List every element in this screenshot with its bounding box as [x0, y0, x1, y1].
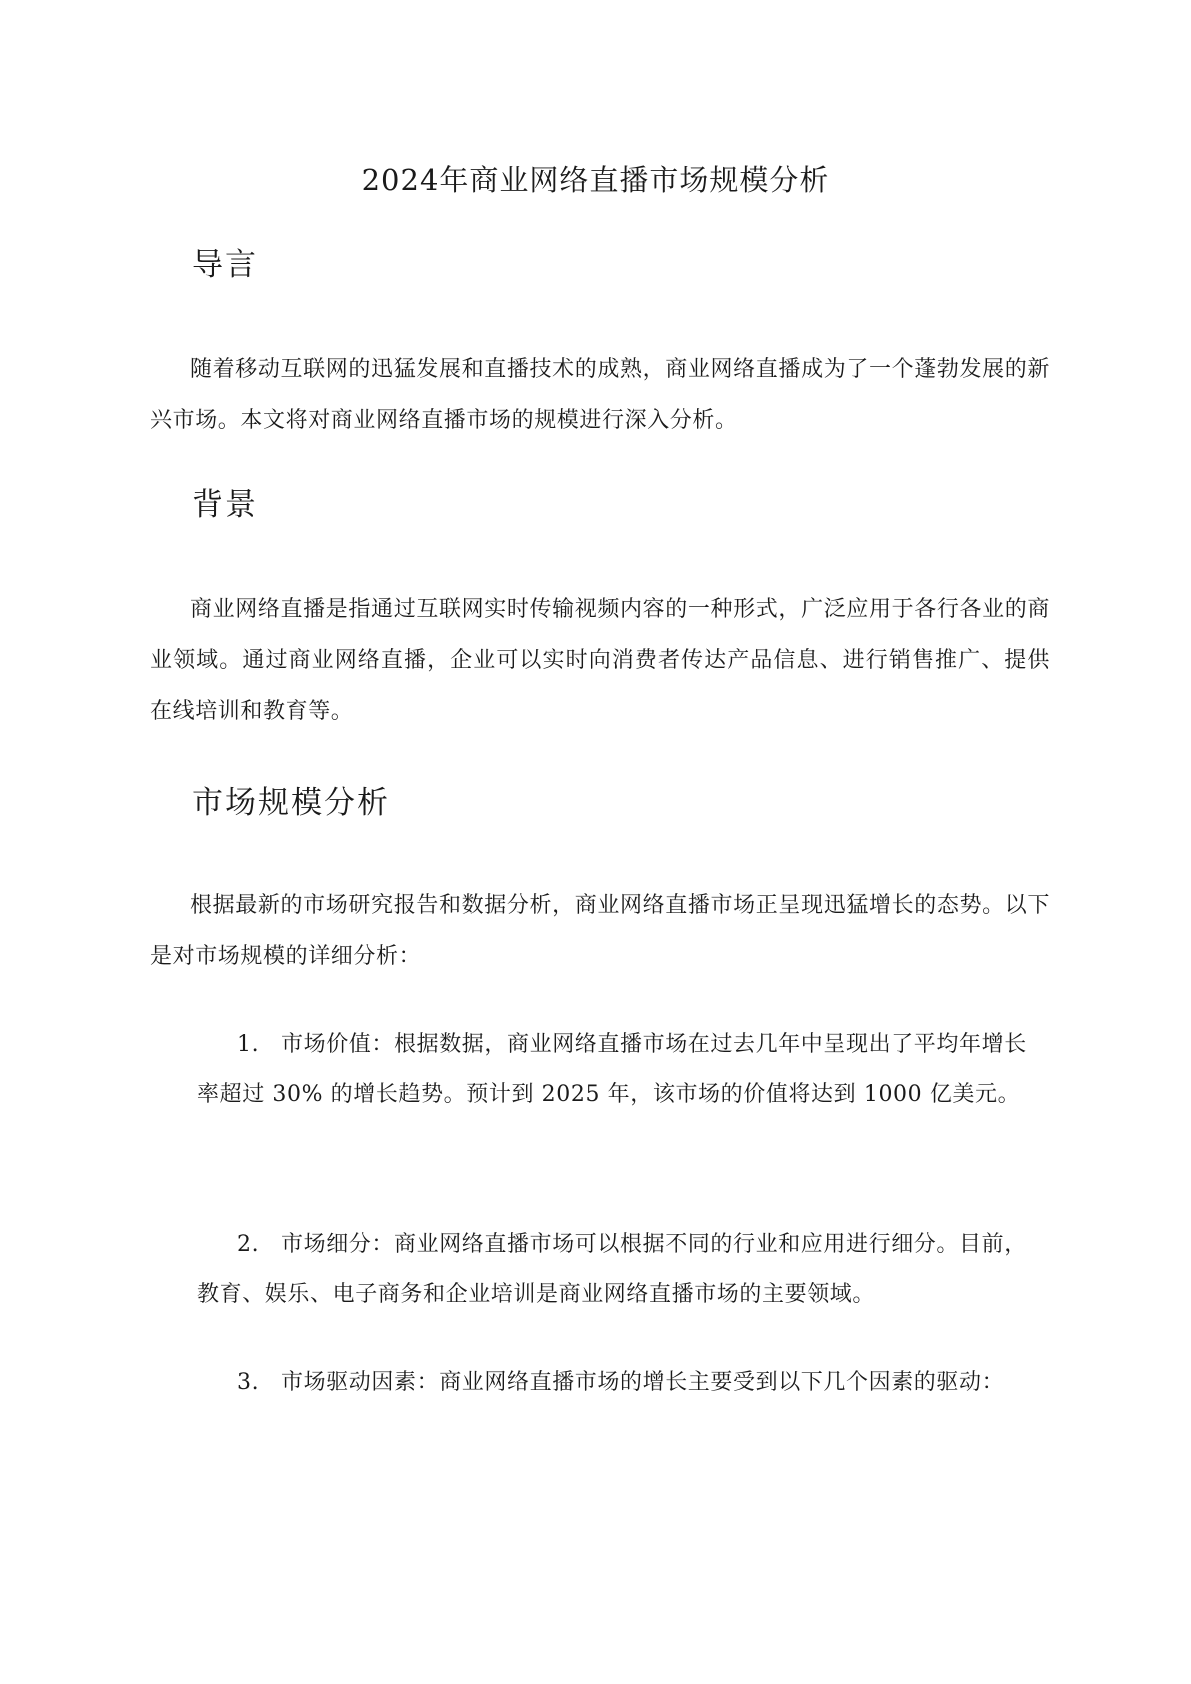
list-number: 3. [237, 1370, 260, 1395]
section-heading-market-size: 市场规模分析 [192, 785, 390, 821]
list-item-market-segmentation [197, 1220, 1045, 1320]
document-title: 2024年商业网络直播市场规模分析 [361, 163, 830, 197]
list-item-market-drivers [197, 1358, 1045, 1408]
paragraph-intro: 随着移动互联网的迅猛发展和直播技术的成熟，商业网络直播成为了一个蓬勃发展的新兴市场。本文将对商业网络直播市场的规模进行深入分析。 [150, 357, 1050, 433]
list-number: 1. [237, 1032, 260, 1057]
list-item-market-value [197, 1020, 1045, 1120]
section-heading-background: 背景 [192, 487, 258, 523]
list-text: 市场驱动因素：商业网络直播市场的增长主要受到以下几个因素的驱动： [281, 1370, 1005, 1395]
section-heading-intro: 导言 [192, 247, 258, 283]
list-number: 2. [237, 1232, 260, 1257]
list-text: 市场细分：商业网络直播市场可以根据不同的行业和应用进行细分。目前，教育、娱乐、电子商务和企业培训是商业网络直播市场的主要领域。 [197, 1232, 1027, 1307]
list-text: 市场价值：根据数据，商业网络直播市场在过去几年中呈现出了平均年增长率超过 30% 的增长趋势。预计到 2025 年，该市场的价值将达到 1000 亿美元。 [197, 1032, 1027, 1107]
paragraph-background: 商业网络直播是指通过互联网实时传输视频内容的一种形式，广泛应用于各行各业的商业领域。通过商业网络直播，企业可以实时向消费者传达产品信息、进行销售推广、提供在线培训和教育等。 [150, 597, 1050, 724]
paragraph-market-size: 根据最新的市场研究报告和数据分析，商业网络直播市场正呈现迅猛增长的态势。以下是对市场规模的详细分析： [150, 893, 1050, 969]
